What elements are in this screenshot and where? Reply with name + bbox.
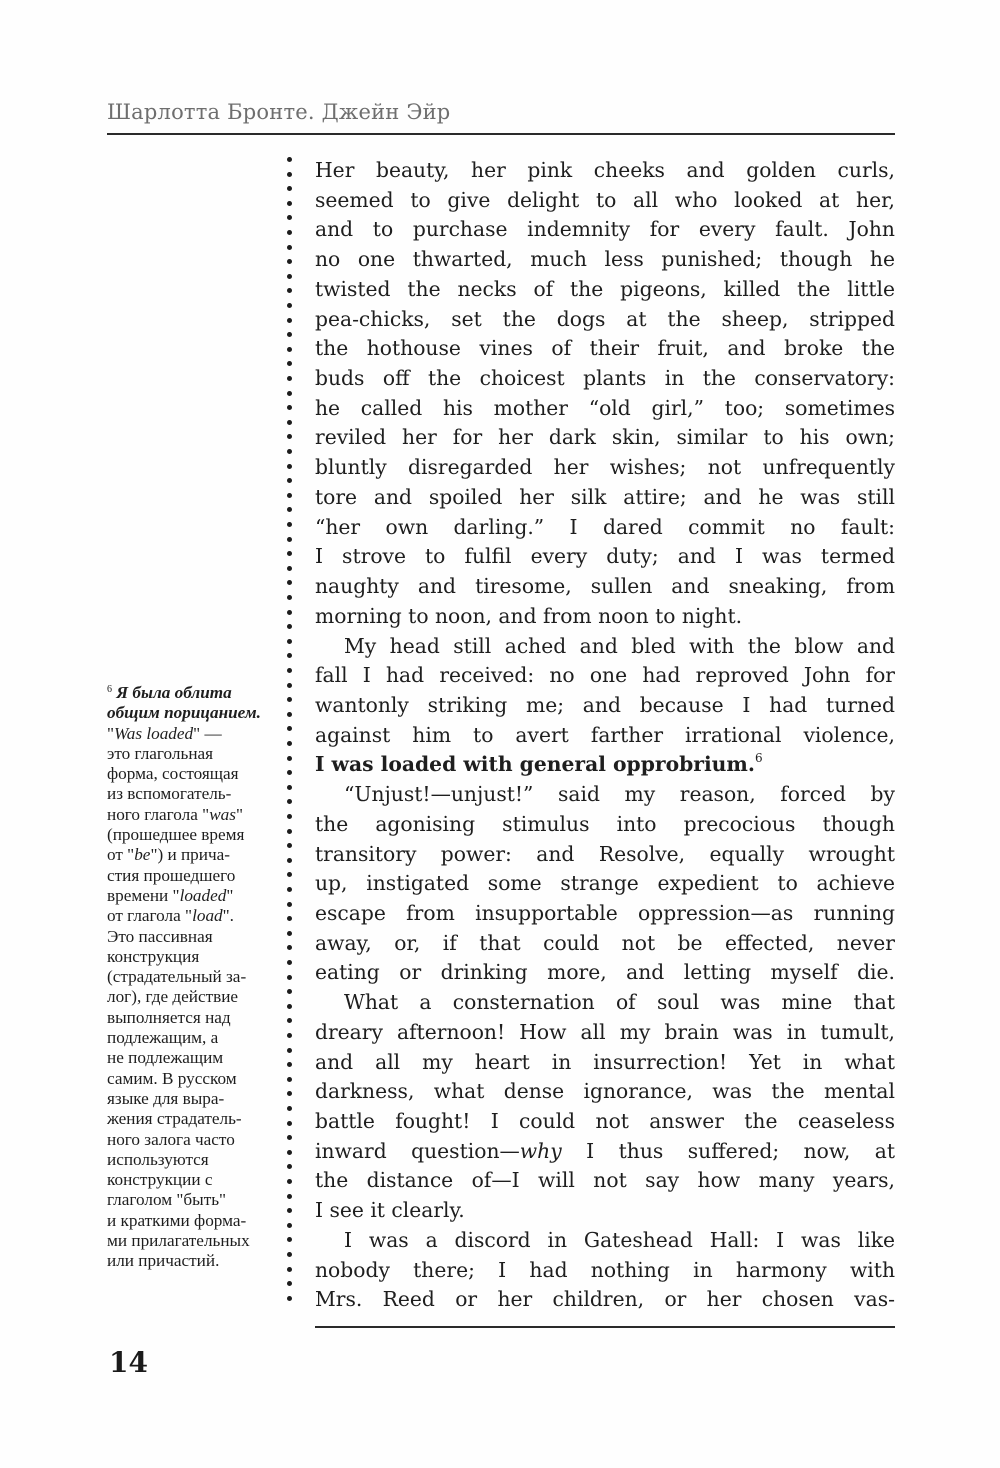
- footnote-line: [107, 845, 282, 865]
- footer-rule: [315, 1326, 895, 1328]
- dot: [287, 1296, 292, 1301]
- text-line: he called his mother “old girl,” too; sometimes: [315, 395, 895, 420]
- dot: [287, 347, 292, 352]
- footnote-line: или причастий.: [107, 1251, 220, 1271]
- dot: [287, 683, 292, 688]
- dot: [287, 1267, 292, 1272]
- text-line: and all my heart in insurrection! Yet in what: [315, 1049, 895, 1074]
- text-line: eating or drinking more, and letting myself die.: [315, 960, 895, 985]
- footnote-line: из вспомогатель-: [107, 784, 232, 804]
- text-line: “her own darling.” I dared commit no fault:: [315, 514, 895, 539]
- paragraph: [315, 988, 895, 1226]
- dot: [287, 391, 292, 396]
- dot: [287, 1208, 292, 1213]
- dot: [287, 1077, 292, 1082]
- dot: [287, 1164, 292, 1169]
- italic-term: was: [209, 804, 236, 824]
- text-line: fall I had received: no one had reproved John for: [315, 663, 895, 688]
- text-run: от ": [107, 845, 135, 865]
- text-line: against him to avert farther irrational violence,: [315, 722, 895, 747]
- dot: [287, 1062, 292, 1067]
- dot: [287, 653, 292, 658]
- main-text-column: [315, 156, 895, 1315]
- dot: [287, 186, 292, 191]
- text-run: " —: [193, 723, 222, 743]
- text-run: ": [235, 804, 243, 824]
- margin-footnote: [107, 683, 282, 1272]
- text-run: inward question—: [315, 1138, 520, 1163]
- dot: [287, 361, 292, 366]
- dot: [287, 624, 292, 629]
- dot: [287, 1091, 292, 1096]
- running-head: Шарлотта Бронте. Джейн Эйр: [107, 100, 451, 124]
- dot: [287, 595, 292, 600]
- text-line: Mrs. Reed or her children, or her chosen vas-: [315, 1287, 895, 1312]
- text-line-emphasis: [315, 750, 895, 780]
- text-line: buds off the choicest plants in the conservatory:: [315, 366, 895, 391]
- text-line: I was a discord in Gateshead Hall: I was like: [344, 1227, 895, 1252]
- dot: [287, 610, 292, 615]
- dot: [287, 756, 292, 761]
- dot: [287, 1237, 292, 1242]
- text-line: nobody there; I had nothing in harmony with: [315, 1257, 895, 1282]
- dot: [287, 989, 292, 994]
- dot: [287, 157, 292, 162]
- text-line: transitory power: and Resolve, equally wrought: [315, 841, 895, 866]
- paragraph: [315, 1226, 895, 1315]
- text-line: battle fought! I could not answer the ceaseless: [315, 1109, 895, 1133]
- footnote-line: жения страдатель-: [107, 1109, 242, 1129]
- dot: [287, 785, 292, 790]
- footnote-line: [107, 724, 282, 744]
- footnote-line: конструкция: [107, 946, 200, 966]
- dot: [287, 945, 292, 950]
- text-line: darkness, what dense ignorance, was the mental: [315, 1079, 895, 1104]
- dot: [287, 507, 292, 512]
- footnote-line: форма, состоящая: [107, 764, 239, 784]
- dot: [287, 1121, 292, 1126]
- dot: [287, 434, 292, 439]
- italic-term: loaded: [179, 885, 227, 905]
- text-line: I see it clearly.: [315, 1198, 465, 1223]
- dot: [287, 858, 292, 863]
- dot: [287, 712, 292, 717]
- text-line: bluntly disregarded her wishes; not unfrequently: [315, 455, 895, 480]
- footnote-line: Это пассивная: [107, 926, 213, 946]
- text-line: up, instigated some strange expedient to achieve: [315, 871, 895, 896]
- dot: [287, 741, 292, 746]
- dot: [287, 230, 292, 235]
- footnote-line: лог), где действие: [107, 987, 239, 1007]
- text-line: seemed to give delight to all who looked at her,: [315, 187, 895, 212]
- text-line: Her beauty, her pink cheeks and golden curls,: [315, 158, 895, 182]
- text-line: [315, 1137, 895, 1167]
- footnote-line: [107, 805, 282, 825]
- dot: [287, 814, 292, 819]
- italic-term: load: [192, 906, 223, 926]
- dot: [287, 464, 292, 469]
- text-line: the distance of—I will not say how many years,: [315, 1168, 895, 1193]
- footnote-line: [107, 906, 282, 926]
- footnote-line: [107, 703, 282, 723]
- dot: [287, 1135, 292, 1140]
- text-line: morning to noon, and from noon to night.: [315, 603, 743, 628]
- footnote-line: выполняется над: [107, 1007, 231, 1027]
- dot: [287, 551, 292, 556]
- footnote-title: общим порицанием.: [107, 703, 261, 723]
- text-line: escape from insupportable oppression—as running: [315, 900, 895, 925]
- dot: [287, 522, 292, 527]
- dot: [287, 1252, 292, 1257]
- dot: [287, 566, 292, 571]
- footnote-line: и краткими форма-: [107, 1210, 247, 1230]
- footnote-ref[interactable]: 6: [754, 751, 763, 766]
- text-run: ": [107, 723, 115, 743]
- text-line: no one thwarted, much less punished; though he: [315, 247, 895, 272]
- text-run: от глагола ": [107, 906, 193, 926]
- dot: [287, 1048, 292, 1053]
- dot: [287, 916, 292, 921]
- bold-phrase: I was loaded with general opprobrium.: [315, 752, 755, 777]
- paragraph: [315, 780, 895, 988]
- dot: [287, 975, 292, 980]
- text-line: away, or, if that could not be effected, never: [315, 930, 895, 955]
- footnote-title: Я была облита: [116, 683, 232, 702]
- footnote-line: ми прилагательных: [107, 1231, 250, 1251]
- text-line: and to purchase indemnity for every fault. John: [315, 217, 895, 242]
- page-number: 14: [109, 1346, 148, 1379]
- footnote-number: 6: [107, 684, 112, 695]
- text-line: twisted the necks of the pigeons, killed the little: [315, 276, 895, 301]
- dot: [287, 1033, 292, 1038]
- dot: [287, 1150, 292, 1155]
- text-run: времени ": [107, 885, 180, 905]
- text-line: the hothouse vines of their fruit, and broke the: [315, 336, 895, 361]
- text-line: My head still ached and bled with the blow and: [344, 633, 895, 658]
- text-run: ") и прича-: [150, 845, 230, 865]
- dot: [287, 1281, 292, 1286]
- text-run: ного глагола ": [107, 804, 210, 824]
- dot: [287, 887, 292, 892]
- dot: [287, 303, 292, 308]
- dot: [287, 201, 292, 206]
- italic-word: why: [519, 1138, 562, 1163]
- dot: [287, 288, 292, 293]
- footnote-line: стия прошедшего: [107, 865, 236, 885]
- dot: [287, 726, 292, 731]
- dot: [287, 902, 292, 907]
- text-run: ": [226, 885, 234, 905]
- dot: [287, 960, 292, 965]
- dot: [287, 332, 292, 337]
- dot: [287, 872, 292, 877]
- text-line: I strove to fulfil every duty; and I was termed: [315, 544, 895, 569]
- dot: [287, 376, 292, 381]
- text-line: pea-chicks, set the dogs at the sheep, stripped: [315, 306, 895, 331]
- footnote-line: [107, 683, 282, 703]
- dot: [287, 449, 292, 454]
- footnote-line: самим. В русском: [107, 1068, 237, 1088]
- dot: [287, 420, 292, 425]
- text-line: the agonising stimulus into precocious though: [315, 811, 895, 836]
- dot: [287, 1106, 292, 1111]
- dot: [287, 829, 292, 834]
- dot: [287, 1004, 292, 1009]
- footnote-line: конструкции с: [107, 1170, 213, 1190]
- dot: [287, 799, 292, 804]
- dot: [287, 493, 292, 498]
- text-line: reviled her for her dark skin, similar to his own;: [315, 425, 895, 450]
- text-line: What a consternation of soul was mine that: [344, 990, 895, 1015]
- dot: [287, 580, 292, 585]
- dot: [287, 1179, 292, 1184]
- text-line: wantonly striking me; and because I had turned: [315, 692, 895, 717]
- dot: [287, 1018, 292, 1023]
- dot: [287, 478, 292, 483]
- text-run: ".: [222, 906, 234, 926]
- dot: [287, 405, 292, 410]
- footnote-line: языке для выра-: [107, 1088, 225, 1108]
- italic-term: be: [134, 845, 151, 865]
- footnote-line: глаголом "быть": [107, 1190, 227, 1210]
- footnote-line: не подлежащим: [107, 1048, 224, 1068]
- footnote-line: [107, 886, 282, 906]
- text-line: dreary afternoon! How all my brain was in tumult,: [315, 1019, 895, 1044]
- paragraph: [315, 156, 895, 632]
- text-line: “Unjust!—unjust!” said my reason, forced by: [344, 782, 895, 807]
- footnote-line: (прошедшее время: [107, 825, 245, 845]
- footnote-line: это глагольная: [107, 743, 214, 763]
- dot: [287, 668, 292, 673]
- dot: [287, 274, 292, 279]
- footnote-line: ного залога часто: [107, 1129, 235, 1149]
- dot: [287, 697, 292, 702]
- dot: [287, 537, 292, 542]
- dot: [287, 318, 292, 323]
- dot: [287, 770, 292, 775]
- text-run: I thus suffered; now, at: [561, 1138, 895, 1163]
- header-rule: [107, 133, 895, 135]
- footnote-line: используются: [107, 1149, 209, 1169]
- dot: [287, 931, 292, 936]
- text-line: naughty and tiresome, sullen and sneaking, from: [315, 574, 895, 599]
- text-line: tore and spoiled her silk attire; and he was still: [315, 484, 895, 509]
- dot: [287, 843, 292, 848]
- footnote-line: (страдательный за-: [107, 967, 247, 987]
- dot: [287, 245, 292, 250]
- dot: [287, 639, 292, 644]
- dot: [287, 1194, 292, 1199]
- italic-term: Was loaded: [114, 723, 194, 743]
- dot: [287, 215, 292, 220]
- dot: [287, 1223, 292, 1228]
- footnote-line: подлежащим, а: [107, 1028, 219, 1048]
- dot: [287, 172, 292, 177]
- dot: [287, 259, 292, 264]
- paragraph: [315, 632, 895, 781]
